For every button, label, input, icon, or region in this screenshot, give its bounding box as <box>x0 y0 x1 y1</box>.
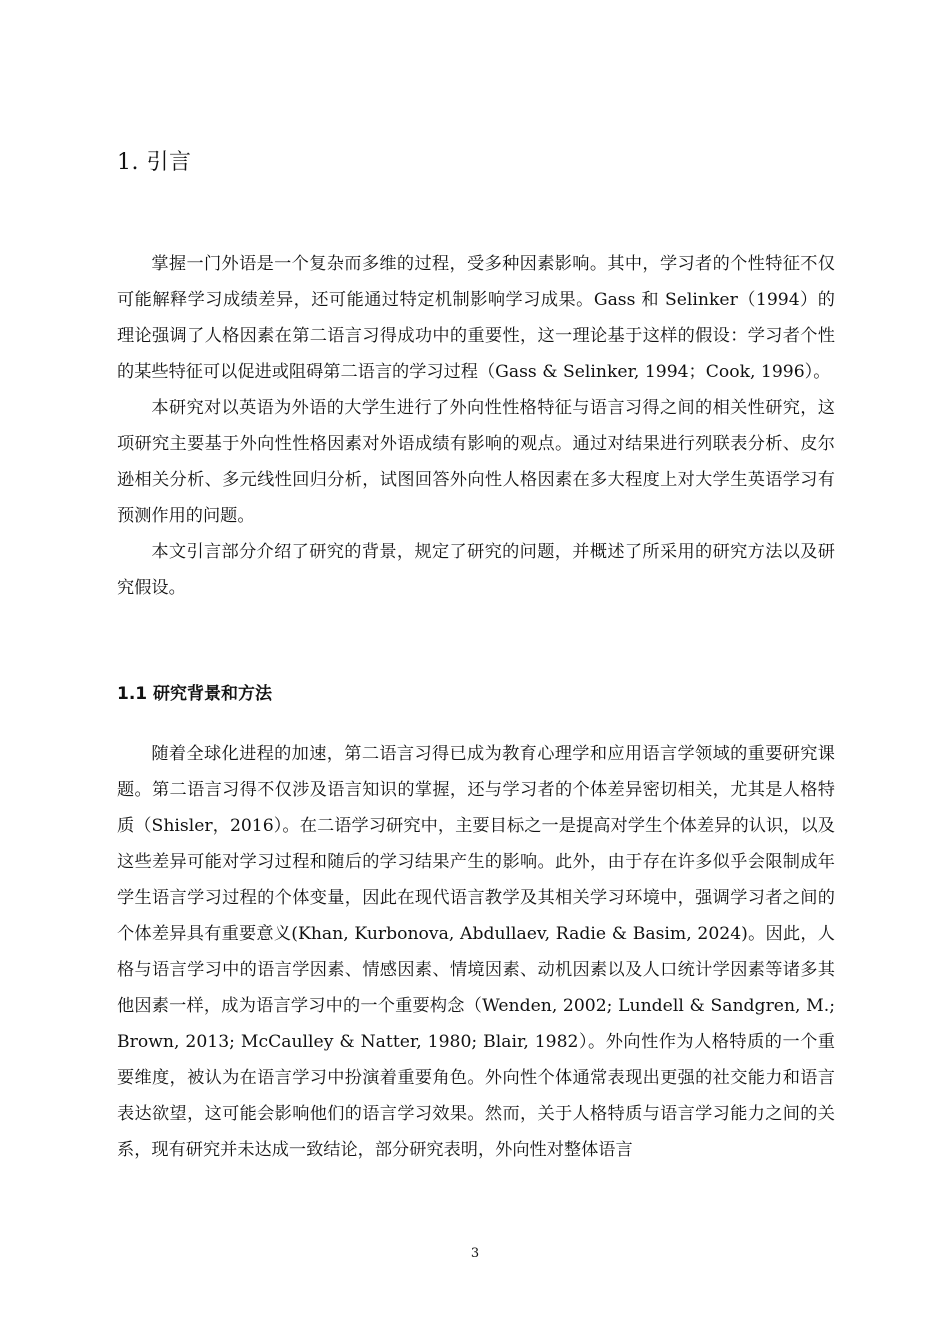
intro-body <box>117 246 835 606</box>
page-number: 3 <box>470 1246 480 1261</box>
paragraph: 掌握一门外语是一个复杂而多维的过程，受多种因素影响。其中，学习者的个性特征不仅可能解释学习成绩差异，还可能通过特定机制影响学习成果。Gass 和 Selinker（1994）的理论强调了人格因素在第二语言习得成功中的重要性，这一理论基于这样的假设：学习者个性的某些特征可以促进或阻碍第二语言的学习过程（Gass & Selinker, 1994；Cook, 1996）。 <box>117 254 835 382</box>
chapter-title: 1. 引言 <box>117 150 192 175</box>
paragraph: 本文引言部分介绍了研究的背景，规定了研究的问题，并概述了所采用的研究方法以及研究假设。 <box>117 542 835 598</box>
paragraph: 随着全球化进程的加速，第二语言习得已成为教育心理学和应用语言学领域的重要研究课题。第二语言习得不仅涉及语言知识的掌握，还与学习者的个体差异密切相关，尤其是人格特质（Shisler，2016）。在二语学习研究中，主要目标之一是提高对学生个体差异的认识，以及这些差异可能对学习过程和随后的学习结果产生的影响。此外，由于存在许多似乎会限制成年学生语言学习过程的个体变量，因此在现代语言教学及其相关学习环境中，强调学习者之间的个体差异具有重要意义(Khan, Kurbonova, Abdullaev, Radie & Basim, 2024)。因此，人格与语言学习中的语言学因素、情感因素、情境因素、动机因素以及人口统计学因素等诸多其他因素一样，成为语言学习中的一个重要构念（Wenden, 2002; Lundell & Sandgren, M.; Brown, 2013; McCaulley & Natter, 1980; Blair, 1982）。外向性作为人格特质的一个重要维度，被认为在语言学习中扮演着重要角色。外向性个体通常表现出更强的社交能力和语言表达欲望，这可能会影响他们的语言学习效果。然而，关于人格特质与语言学习能力之间的关系，现有研究并未达成一致结论，部分研究表明，外向性对整体语言 <box>117 744 835 1160</box>
section-heading: 1.1 研究背景和方法 <box>117 684 273 704</box>
background-body <box>117 736 835 1168</box>
paragraph: 本研究对以英语为外语的大学生进行了外向性性格特征与语言习得之间的相关性研究，这项研究主要基于外向性性格因素对外语成绩有影响的观点。通过对结果进行列联表分析、皮尔逊相关分析、多元线性回归分析，试图回答外向性人格因素在多大程度上对大学生英语学习有预测作用的问题。 <box>117 398 835 526</box>
